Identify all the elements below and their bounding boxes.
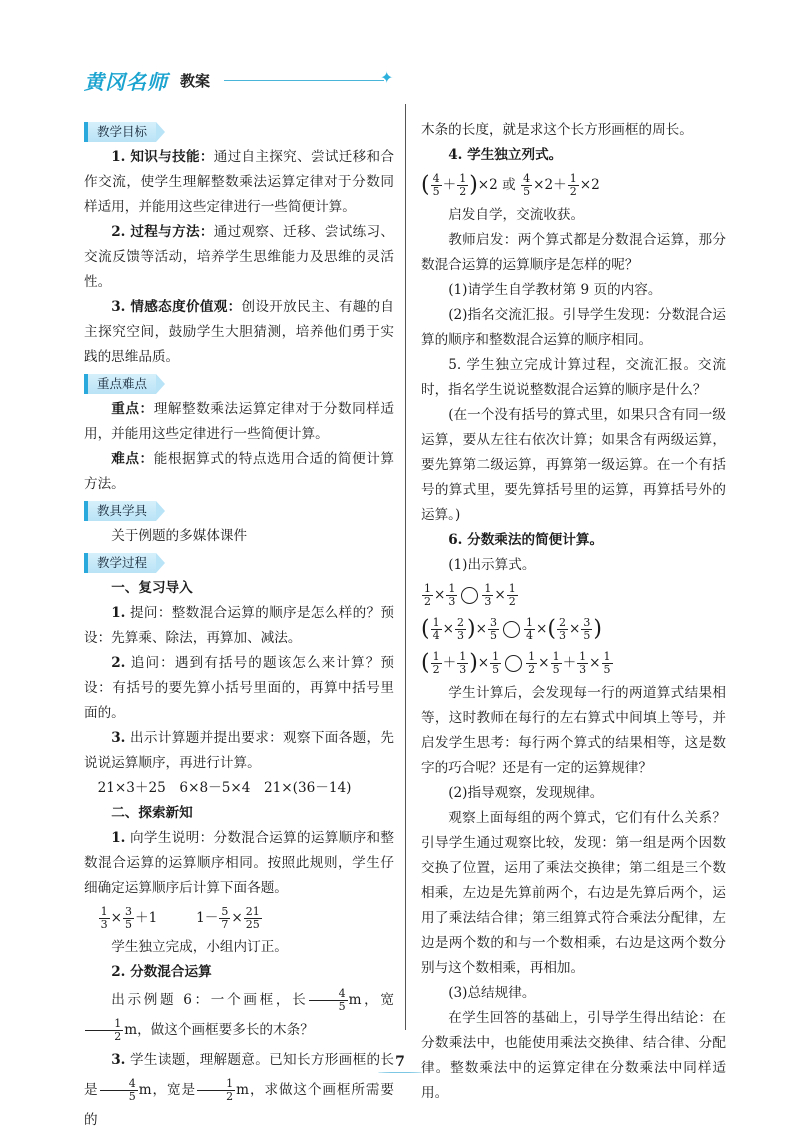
explore-1-after: 学生独立完成，小组内订正。	[111, 939, 288, 955]
heading-explore: 二、探索新知	[111, 805, 193, 821]
para-8: (2)指导观察，发现规律。	[448, 784, 604, 801]
para-10: (3)总结规律。	[448, 984, 536, 1001]
brand-logo: 黄冈名师	[84, 70, 168, 94]
para-6: (1)出示算式。	[448, 556, 536, 573]
example-6: 出示例题 6：一个画框，长 $\frac{4}{5}$ m，宽 $\frac{1}{2}$ m，做这个画框要多长的木条？	[84, 985, 394, 1045]
explore-3: 3. 学生读题，理解题意。已知长方形画框的长是 $\frac{4}{5}$ m，宽是 $\frac{1}{2}$ m，求做这个画框所需要的	[84, 1052, 395, 1128]
para-9: 观察上面每组的两个算式，它们有什么关系？引导学生通过观察比较，发现：第一组是两个因数交换了位置，运用了乘法交换律；第二组是三个数相乘，左边是先算前两个，右边是先算后两个，运用了乘法结合律；第三组算式符合乘法分配律，左边是两个数的和与一个数相乘，右边是这两个数分别与这个数相乘，再相加。	[421, 809, 726, 976]
para-3: (1)请学生自学教材第 9 页的内容。	[448, 281, 662, 298]
step-4: 4. 学生独立列式。	[448, 147, 563, 163]
para-5: (在一个没有括号的算式里，如果只含有同一级运算，要从左往右依次计算；如果含有两级运算，要先算第二级运算，再算第一级运算。在一个有括号的算式里，要先算括号里的运算，再算括号外的运算。)	[421, 406, 726, 523]
goal-3: 3. 情感态度价值观：创设开放民主、有趣的自主探究空间，鼓励学生大胆猜测，培养他们勇于实践的思维品质。	[84, 299, 394, 365]
para-7: 学生计算后，会发现每一行的两道算式结果相等，这时教师在每行的左右算式中间填上等号，并启发学生思考：每行两个算式的结果相等，这是数字的巧合呢？还是有一定的运算规律？	[421, 684, 726, 776]
section-tag-keypoints: 重点难点	[84, 374, 156, 394]
section-tag-process: 教学过程	[84, 553, 156, 573]
explore-expressions: $\frac{1}{3}$ × $\frac{3}{5}$ ＋1 1－ $\frac{5}{7}$ × $\frac{21}{25}$	[100, 905, 260, 931]
compare-row: ( $\frac{1}{4}$ × $\frac{2}{3}$ )× $\frac{3}{5}$ $\frac{1}{4}$ ×( $\frac{2}{3}$ × $\frac{3}{5}$ )	[421, 615, 602, 642]
section-tag-goals: 教学目标	[84, 122, 156, 142]
left-column	[84, 118, 394, 1135]
brand-subtitle: 教案	[180, 72, 211, 90]
explore-2: 2. 分数混合运算	[111, 964, 212, 980]
compare-row: $\frac{1}{2}$ × $\frac{1}{3}$ $\frac{1}{3}$ × $\frac{1}{2}$	[424, 581, 516, 608]
para-4: (2)指名交流汇报。引导学生发现：分数混合运算的顺序和整数混合运算的顺序相同。	[421, 306, 726, 348]
column-divider	[405, 104, 406, 1030]
comparison-expressions	[421, 578, 726, 681]
step-6: 6. 分数乘法的简便计算。	[448, 531, 604, 548]
tools-text: 关于例题的多媒体课件	[111, 528, 248, 544]
step-4-expressions: ( $\frac{4}{5}$ ＋ $\frac{1}{2}$ )×2 或 $\frac{4}{5}$ ×2＋ $\frac{1}{2}$ ×2	[421, 172, 600, 198]
page-number-ornament	[378, 1072, 422, 1073]
review-expressions: 21×3＋25 6×8－5×4 21×(36－14)	[97, 780, 352, 796]
review-3: 3. 出示计算题并提出要求：观察下面各题，先说说运算顺序，再进行计算。	[84, 730, 394, 771]
para-11: 在学生回答的基础上，引导学生得出结论：在分数乘法中，也能使用乘法交换律、结合律、分配律。整数乘法中的运算定律在分数乘法中同样适用。	[421, 1009, 726, 1101]
heading-review: 一、复习导入	[111, 580, 193, 596]
page-number: 7	[395, 1054, 405, 1070]
goal-2: 2. 过程与方法：通过观察、迁移、尝试练习、交流反馈等活动，培养学生思维能力及思维的灵活性。	[84, 224, 394, 290]
continued-text: 木条的长度，就是求这个长方形画框的周长。	[421, 122, 693, 138]
sparkle-icon: ✦	[380, 68, 394, 87]
para-2: 教师启发：两个算式都是分数混合运算，那分数混合运算的运算顺序是怎样的呢？	[421, 231, 726, 273]
review-1: 1. 提问：整数混合运算的顺序是怎么样的？预设：先算乘、除法，再算加、减法。	[84, 605, 394, 646]
header-rule	[224, 80, 384, 81]
step-5: 5. 学生独立完成计算过程，交流汇报。交流时，指名学生说说整数混合运算的顺序是什么？	[421, 356, 726, 398]
section-tag-tools: 教具学具	[84, 501, 156, 521]
para-1: 启发自学，交流收获。	[448, 206, 585, 223]
right-column	[421, 118, 726, 1106]
review-2: 2. 追问：遇到有括号的题该怎么来计算？预设：有括号的要先算小括号里面的，再算中括号里面的。	[84, 655, 394, 721]
keypoint: 重点：理解整数乘法运算定律对于分数同样适用，并能用这些定律进行一些简便计算。	[84, 401, 395, 442]
explore-1: 1. 向学生说明：分数混合运算的运算顺序和整数混合运算的运算顺序相同。按照此规则，学生仔细确定运算顺序后计算下面各题。	[84, 830, 394, 896]
difficulty: 难点：能根据算式的特点选用合适的简便计算方法。	[84, 451, 395, 492]
page-header	[84, 66, 424, 96]
goal-1: 1. 知识与技能：通过自主探究、尝试迁移和合作交流，使学生理解整数乘法运算定律对于分数同样适用，并能用这些定律进行一些简便计算。	[84, 149, 394, 215]
compare-row: ( $\frac{1}{2}$ ＋ $\frac{1}{3}$ )× $\frac{1}{5}$ $\frac{1}{2}$ × $\frac{1}{5}$ ＋ $\frac{1}{3}$ × $\frac{1}{5}$	[421, 650, 611, 676]
